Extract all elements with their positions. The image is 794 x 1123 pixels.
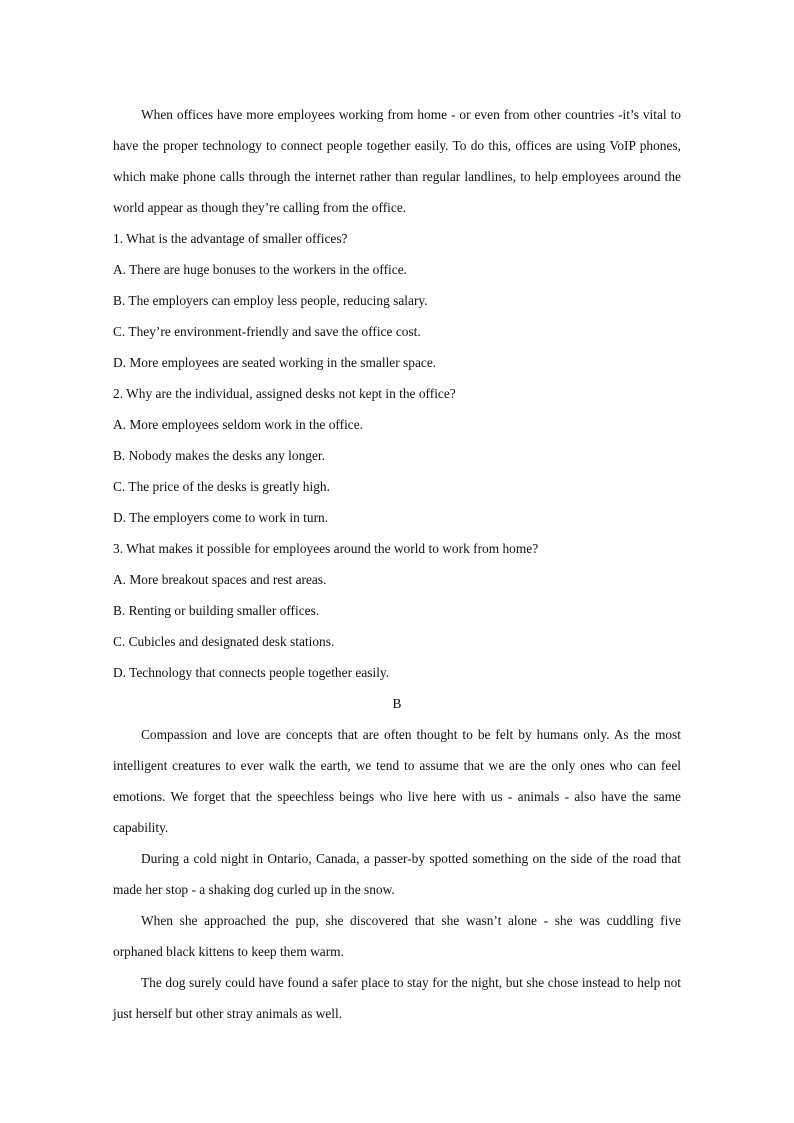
question-1-option-c: C. They’re environment-friendly and save the office cost. [113,324,421,339]
question-3-option-c: C. Cubicles and designated desk stations. [113,634,335,649]
document-body [113,99,681,1029]
passage-b-paragraph-1: Compassion and love are concepts that are often thought to be felt by humans only. As the most intelligent creatures to ever walk the earth, we tend to assume that we are the only ones who can feel emotions. We forget that the speechless beings who live here with us - animals - also have the same capability. [113,727,681,835]
question-1-option-a: A. There are huge bonuses to the workers in the office. [113,262,408,277]
question-block-3 [113,533,681,688]
question-2-option-d: D. The employers come to work in turn. [113,510,329,525]
passage-b-paragraph-2: During a cold night in Ontario, Canada, a passer-by spotted something on the side of the road that made her stop - a shaking dog curled up in the snow. [113,851,681,897]
passage-b-paragraph-4: The dog surely could have found a safer place to stay for the night, but she chose instead to help not just herself but other stray animals as well. [113,975,681,1021]
question-1-option-d: D. More employees are seated working in the smaller space. [113,355,437,370]
question-1-option-b: B. The employers can employ less people, reducing salary. [113,293,428,308]
passage-a-paragraph: When offices have more employees working from home - or even from other countries -it’s vital to have the proper technology to connect people together easily. To do this, offices are using VoIP phones, which make phone calls through the internet rather than regular landlines, to help employees around the world appear as though they’re calling from the office. [113,107,681,215]
question-3-option-a: A. More breakout spaces and rest areas. [113,572,327,587]
question-block-2 [113,378,681,533]
question-2: 2. Why are the individual, assigned desks not kept in the office? [113,386,456,401]
question-3: 3. What makes it possible for employees around the world to work from home? [113,541,539,556]
question-block-1 [113,223,681,378]
question-2-option-c: C. The price of the desks is greatly high. [113,479,330,494]
question-1: 1. What is the advantage of smaller offices? [113,231,348,246]
question-3-option-d: D. Technology that connects people together easily. [113,665,390,680]
question-3-option-b: B. Renting or building smaller offices. [113,603,320,618]
passage-b-heading: B [392,696,402,711]
question-2-option-b: B. Nobody makes the desks any longer. [113,448,325,463]
question-2-option-a: A. More employees seldom work in the office. [113,417,364,432]
passage-b-paragraph-3: When she approached the pup, she discovered that she wasn’t alone - she was cuddling five orphaned black kittens to keep them warm. [113,913,681,959]
